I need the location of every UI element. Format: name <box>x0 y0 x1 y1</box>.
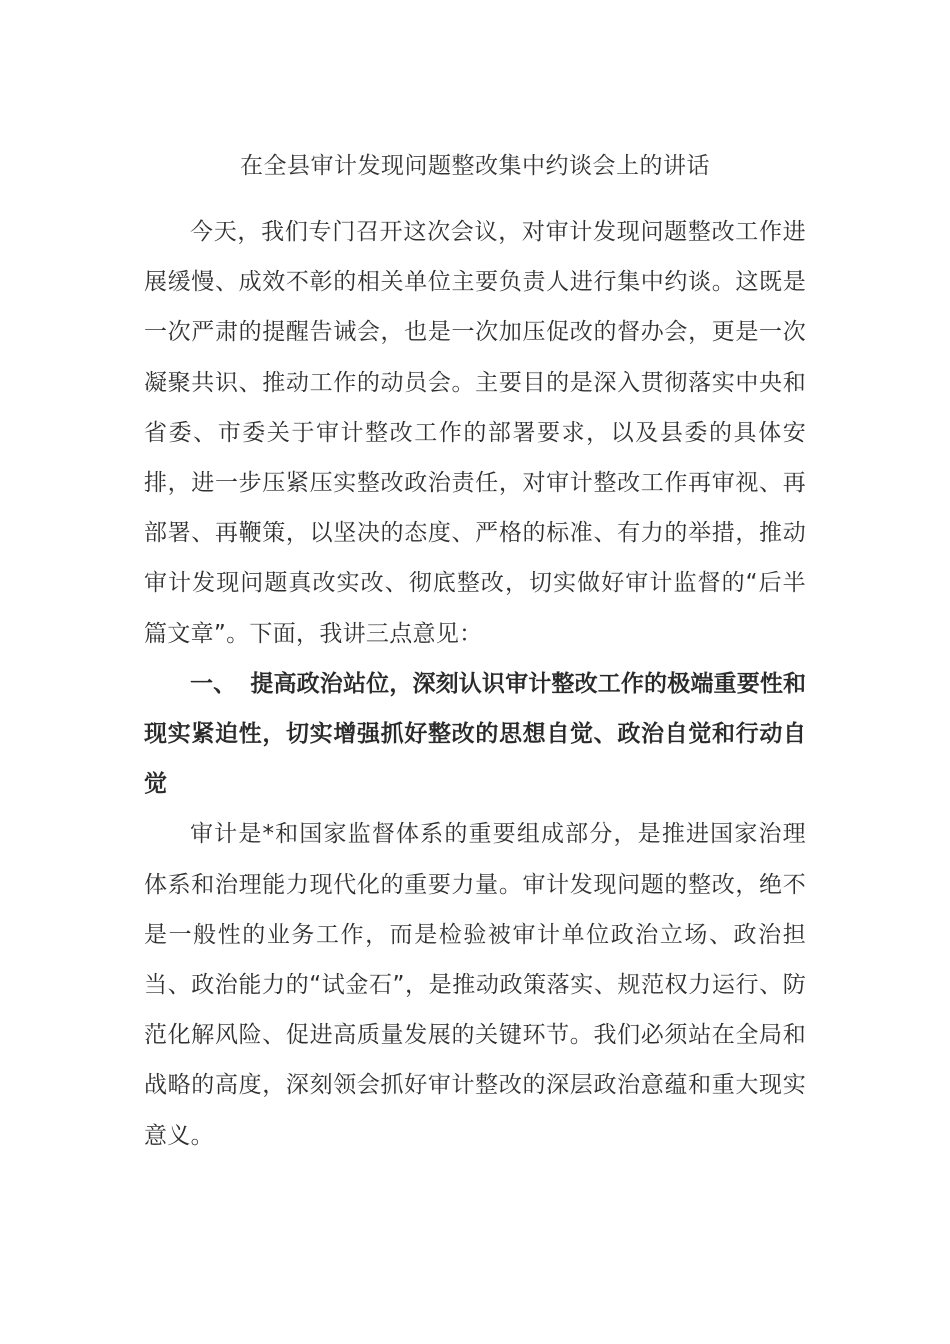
section-paragraph: 审计是*和国家监督体系的重要组成部分，是推进国家治理体系和治理能力现代化的重要力量。审计发现问题的整改，绝不是一般性的业务工作，而是检验被审计单位政治立场、政治担当、政治能力的“试金石”，是推动政策落实、规范权力运行、防范化解风险、促进高质量发展的关键环节。我们必须站在全局和战略的高度，深刻领会抓好审计整改的深层政治意蕴和重大现实意义。 <box>144 821 806 1149</box>
section-heading <box>144 659 806 810</box>
intro-paragraph: 今天，我们专门召开这次会议，对审计发现问题整改工作进展缓慢、成效不彰的相关单位主要负责人进行集中约谈。这既是一次严肃的提醒告诫会，也是一次加压促改的督办会，更是一次凝聚共识、推动工作的动员会。主要目的是深入贯彻落实中央和省委、市委关于审计整改工作的部署要求，以及县委的具体安排，进一步压紧压实整改政治责任，对审计整改工作再审视、再部署、再鞭策，以坚决的态度、严格的标准、有力的举措，推动审计发现问题真改实改、彻底整改，切实做好审计监督的“后半篇文章”。下面，我讲三点意见： <box>144 219 806 647</box>
document-body <box>144 207 806 1161</box>
document-title: 在全县审计发现问题整改集中约谈会上的讲话 <box>240 153 710 179</box>
section-heading-text: 提高政治站位，深刻认识审计整改工作的极端重要性和现实紧迫性，切实增强抓好整改的思想自觉、政治自觉和行动自觉 <box>144 670 807 798</box>
section-number: 一、 <box>190 670 237 697</box>
